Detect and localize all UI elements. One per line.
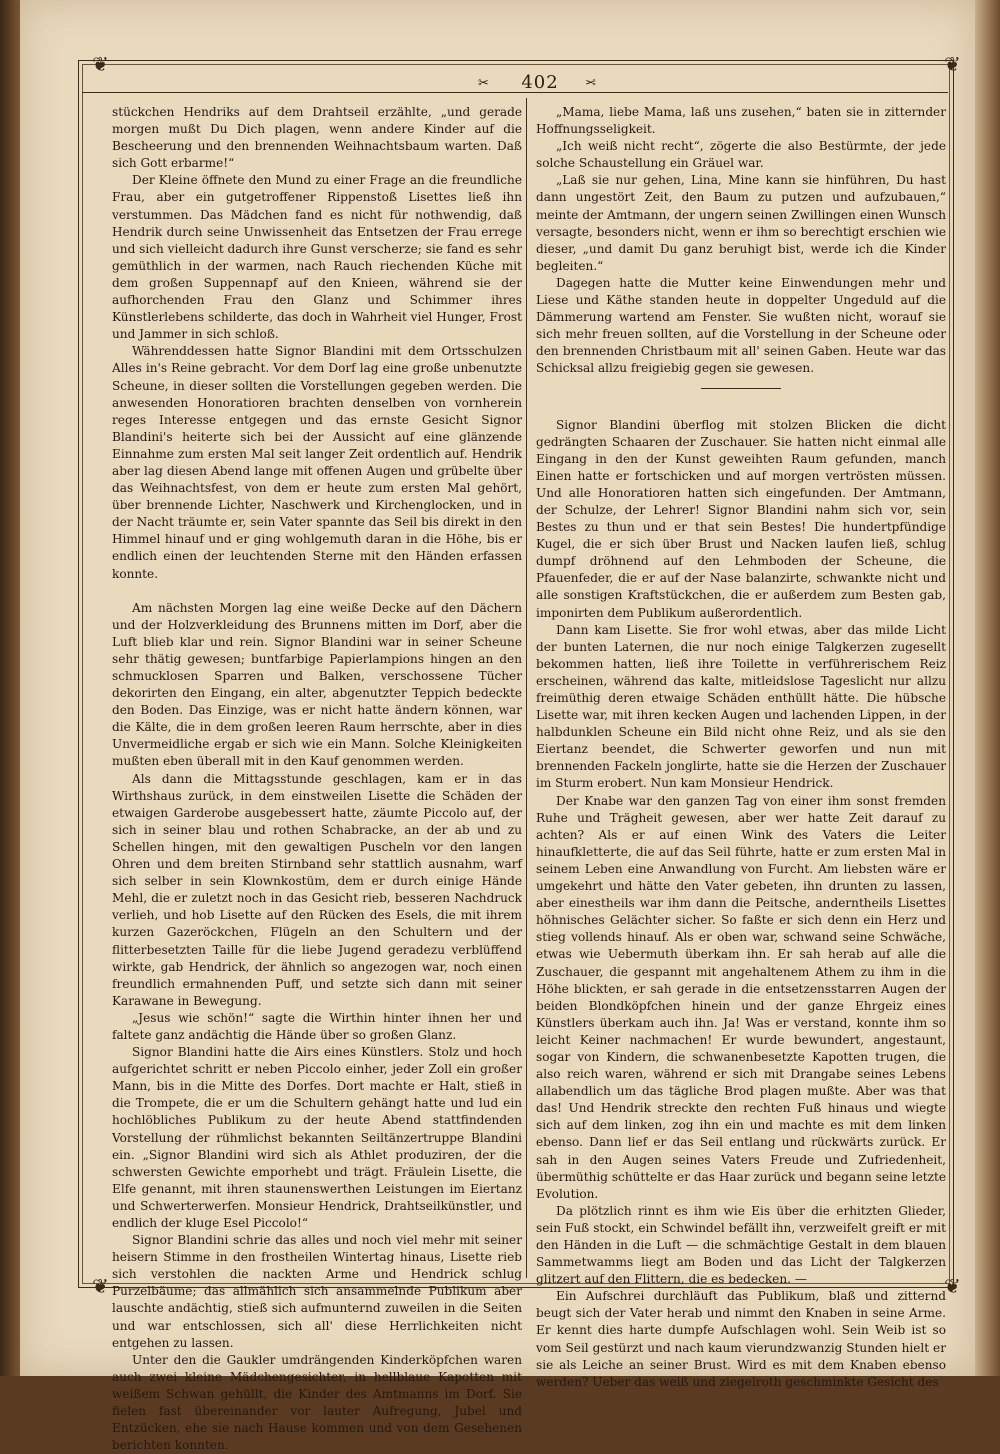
section-gap (112, 583, 522, 600)
section-rule (701, 388, 781, 389)
corner-ornament-icon: ❦ (92, 52, 109, 76)
paragraph: Da plötzlich rinnt es ihm wie Eis über die erhitzten Glieder, sein Fuß stockt, ein Schwindel befällt ihn, verzweifelt greift er mit den Händen in die Luft — die schmächtige Gestalt in dem blauen Sammetwamms liegt am Boden und das Licht der Talgkerzen glitzert auf den Flittern, die es bedecken. — (536, 1203, 946, 1287)
paragraph: Signor Blandini überflog mit stolzen Blicken die dicht gedrängten Schaaren der Zuschauer. Sie hatten nicht einmal alle Eingang in den der Kunst geweihten Raum gefunden, manch Einen hatte er fortschicken und auf morgen vertrösten müssen. Und alle Honoratioren hatten sich eingefunden. Der Amtmann, der Schulze, der Lehrer! Signor Blandini nahm sich vor, sein Bestes zu thun und er that sein Bestes! Die hundertpfündige Kugel, die er sich über Brust und Nacken laufen ließ, schlug dumpf dröhnend auf den Lehmboden der Scheune, die Pfauenfeder, die er auf der Nase balanzirte, schwankte nicht und alle sonstigen Kraftstückchen, die er außerdem zum Besten gab, imponirten dem Publikum außerordentlich. (536, 417, 946, 620)
book-spine (0, 0, 20, 1376)
corner-ornament-icon: ❦ (944, 1274, 961, 1298)
paragraph: Dann kam Lisette. Sie fror wohl etwas, aber das milde Licht der bunten Laternen, die nur noch einige Talgkerzen zugesellt bekommen hatten, ließ ihre Toilette in verführerischem Reiz erscheinen, während das kalte, mitleidslose Tageslicht nur allzu freimüthig deren etwaige Schäden enthüllt hätte. Die hübsche Lisette war, mit ihren kecken Augen und lachenden Lippen, in der halbdunklen Scheune ein Bild nicht ohne Reiz, und als sie den Eiertanz beendet, die Schwerter geworfen und nun mit brennenden Fackeln jonglirte, hatte sie die Herzen der Zuschauer im Sturm erobert. Nun kam Monsieur Hendrick. (536, 622, 946, 791)
paragraph: „Mama, liebe Mama, laß uns zusehen,“ baten sie in zitternder Hoffnungsseligkeit. (536, 105, 946, 137)
corner-ornament-icon: ❦ (92, 1274, 109, 1298)
page-edge (975, 0, 1000, 1376)
paragraph: Unter den die Gaukler umdrängenden Kinderköpfchen waren auch zwei kleine Mädchengesichter, in hellblaue Kapotten mit weißem Schwan gehüllt, die Kinder des Amtmanns im Dorf. Sie fielen fast übereinander vor lauter Aufregung, Jubel und Entzücken, ehe sie nach Hause kommen und von dem Gesehenen berichten konnten. (112, 1352, 522, 1453)
paragraph: Der Knabe war den ganzen Tag von einer ihm sonst fremden Ruhe und Trägheit gewesen, aber wer hatte Zeit darauf zu achten? Als er auf einen Wink des Vaters die Leiter hinaufkletterte, die auf das Seil führte, hatte er zum ersten Mal in seinem Leben eine Anwandlung von Furcht. Am liebsten wäre er umgekehrt und hätte den Vater gebeten, ihn drunten zu lassen, aber einestheils war ihm dann die Peitsche, anderntheils Lisettes höhnisches Gelächter sicher. So faßte er sich denn ein Herz und stieg vollends hinauf. Als er oben war, schwand seine Schwäche, etwas wie Uebermuth überkam ihn. Er sah herab auf alle die Zuschauer, die gespannt mit angehaltenem Athem zu ihm in die Höhe blickten, er sah gerade in die entsetzensstarren Augen der beiden Blondköpfchen hinein und der ganze Ehrgeiz eines Künstlers überkam auch ihn. Ja! Was er verstand, konnte ihm so leicht Keiner nachmachen! Er wurde bewundert, angestaunt, sogar von Kindern, die schwanenbesetzte Kapotten trugen, die also reich waren, während er sich mit Drangabe seines Lebens allabendlich um das tägliche Brod plagen mußte. Aber was that das! Und Hendrik streckte den rechten Fuß hinaus und wiegte sich auf dem linken, zog ihn ein und machte es mit dem linken ebenso. Dann lief er das Seil entlang und rückwärts zurück. Er sah in den Augen seines Vaters Freude und Zufriedenheit, übermüthig schüttelte er das Haar zurück und begann seine letzte Evolution. (536, 793, 946, 1201)
paragraph: „Ich weiß nicht recht“, zögerte die also Bestürmte, der jede solche Schaustellung ein Gräuel war. (536, 139, 946, 171)
column-divider (526, 98, 527, 1278)
page-number: 402 (521, 72, 559, 93)
header-ornament-icon: ✂ (478, 76, 489, 91)
paragraph: Ein Aufschrei durchläuft das Publikum, blaß und zitternd beugt sich der Vater herab und nimmt den Knaben in seine Arme. Er kennt dies harte dumpfe Aufschlagen wohl. Sein Weib ist so vom Seil gestürzt und nach kaum vierundzwanzig Stunden hielt er sie als Leiche an seiner Brust. Wird es mit dem Knaben ebenso werden? Ueber das weiß und ziegelroth geschminkte Gesicht des (536, 1289, 946, 1389)
paragraph: Signor Blandini schrie das alles und noch viel mehr mit seiner heisern Stimme in den frostheilen Wintertag hinaus, Lisette rieb sich verstohlen die nackten Arme und Hendrick schlug Purzelbäume; das allmählich sich ansammelnde Publikum aber lauschte andächtig, stieß sich aufmunternd zuweilen in die Seiten und war entschlossen, sich all' diese Herrlichkeiten nicht entgehen zu lassen. (112, 1233, 522, 1350)
header-ornament-icon: ✂ (585, 76, 596, 91)
left-column (112, 104, 522, 1454)
paragraph: „Jesus wie schön!“ sagte die Wirthin hinter ihnen her und faltete ganz andächtig die Hände über so großen Glanz. (112, 1010, 522, 1042)
paragraph: Am nächsten Morgen lag eine weiße Decke auf den Dächern und der Holzverkleidung des Brunnens mitten im Dorf, aber die Luft blieb klar und rein. Signor Blandini war in seiner Scheune sehr thätig gewesen; buntfarbige Papierlampions hingen an den schmucklosen Sparren und Balken, verschossene Tücher dekorirten den Eingang, ein alter, abgenutzter Teppich bedeckte den Boden. Das Einzige, was er nicht hatte ändern können, war die Kälte, die in dem großen leeren Raum herrschte, aber in dies Unvermeidliche ergab er sich wie ein Mann. Solche Kleinigkeiten mußten eben überall mit in den Kauf genommen werden. (112, 600, 522, 769)
right-column (536, 104, 946, 1391)
paragraph: Währenddessen hatte Signor Blandini mit dem Ortsschulzen Alles in's Reine gebracht. Vor dem Dorf lag eine große unbenutzte Scheune, in dieser sollten die Vorstellungen gegeben werden. Die anwesenden Honoratioren brachten denselben von vornherein reges Interesse entgegen und das ernste Gesicht Signor Blandini's heiterte sich bei der Aussicht auf eine glänzende Einnahme zum ersten Mal seit langer Zeit ordentlich auf. Hendrik aber lag diesen Abend lange mit offenen Augen und grübelte über das Weihnachtsfest, von dem er heute zum ersten Mal gehört, über brennende Lichter, Naschwerk und Kirchenglocken, und in der Nacht träumte er, sein Vater spannte das Seil bis direkt in den Himmel hinauf und er ging wohlgemuth daran in die Höhe, bis er endlich einen der leuchtenden Sterne mit den Händen erfassen konnte. (112, 344, 522, 581)
paragraph: Signor Blandini hatte die Airs eines Künstlers. Stolz und hoch aufgerichtet schritt er neben Piccolo einher, jeder Zoll ein großer Mann, bis in die Mitte des Dorfes. Dort machte er Halt, stieß in die Trompete, die er um die Schultern gehängt hatte und lud ein hochlöbliches Publikum zu der heute Abend stattfindenden Vorstellung der rühmlichst bekannten Seiltänzertruppe Blandini ein. „Signor Blandini wird sich als Athlet produziren, der die schwersten Gewichte emporhebt und trägt. Fräulein Lisette, die Elfe genannt, mit ihren staunenswerthen Leistungen im Eiertanz und Schwerterwerfen. Monsieur Hendrick, Drahtseilkünstler, und endlich der kluge Esel Piccolo!“ (112, 1045, 522, 1230)
corner-ornament-icon: ❦ (944, 52, 961, 76)
paragraph: Dagegen hatte die Mutter keine Einwendungen mehr und Liese und Käthe standen heute in doppelter Ungeduld auf die Dämmerung wartend am Fenster. Sie wußten nicht, worauf sie sich mehr freuen sollten, auf die Vorstellung in der Scheune oder den brennenden Christbaum mit all' seinen Gaben. Heute war das Schicksal allzu freigiebig gegen sie gewesen. (536, 275, 946, 376)
paragraph: „Laß sie nur gehen, Lina, Mine kann sie hinführen, Du hast dann ungestört Zeit, den Baum zu putzen und aufzubauen,“ meinte der Amtmann, der ungern seinen Zwillingen einen Wunsch versagte, besonders nicht, wenn er ihm so berechtigt erschien wie dieser, „und damit Du ganz beruhigt bist, werde ich die Kinder begleiten.“ (536, 173, 946, 273)
paragraph: Als dann die Mittagsstunde geschlagen, kam er in das Wirthshaus zurück, in dem einstweilen Lisette die Schäden der etwaigen Garderobe ausgebessert hatte, zäumte Piccolo auf, der sich in seiner blau und rothen Schabracke, an der ab und zu Schellen hingen, mit den gewaltigen Puscheln vor den langen Ohren und dem breiten Stirnband sehr stattlich ausnahm, warf sich selber in sein Klownkostüm, dem er durch einige Hände Mehl, die er zuletzt noch in das Gesicht rieb, besseren Nachdruck verlieh, und hob Lisette auf den Rücken des Esels, die mit ihrem kurzen Gazeröckchen, Flügeln an den Schultern und der flitterbesetzten Taille für die liebe Jugend geradezu verblüffend wirkte, gab Hendrick, der ähnlich so angezogen war, noch einen freundlich ermahnenden Puff, und setzte sich dann mit seiner Karawane in Bewegung. (112, 771, 522, 1008)
paragraph: stückchen Hendriks auf dem Drahtseil erzählte, „und gerade morgen mußt Du Dich plagen, wenn andere Kinder auf die Bescheerung und den brennenden Weihnachtsbaum warten. Daß sich Gott erbarme!“ (112, 105, 522, 171)
paragraph: Der Kleine öffnete den Mund zu einer Frage an die freundliche Frau, aber ein gutgetroffener Rippenstoß Lisettes ließ ihn verstummen. Das Mädchen fand es nicht für nothwendig, daß Hendrik durch seine Unwissenheit das Entsetzen der Frau errege und sich vielleicht dadurch ihre Gunst verscherze; sie fand es sehr gemüthlich in der warmen, nach Rauch riechenden Küche mit dem großen Suppennapf auf den Knieen, während sie der aufhorchenden Frau den Glanz und Schimmer ihres Künstlerlebens schilderte, das doch in Wahrheit viel Hunger, Frost und Jammer in sich schloß. (112, 173, 522, 342)
